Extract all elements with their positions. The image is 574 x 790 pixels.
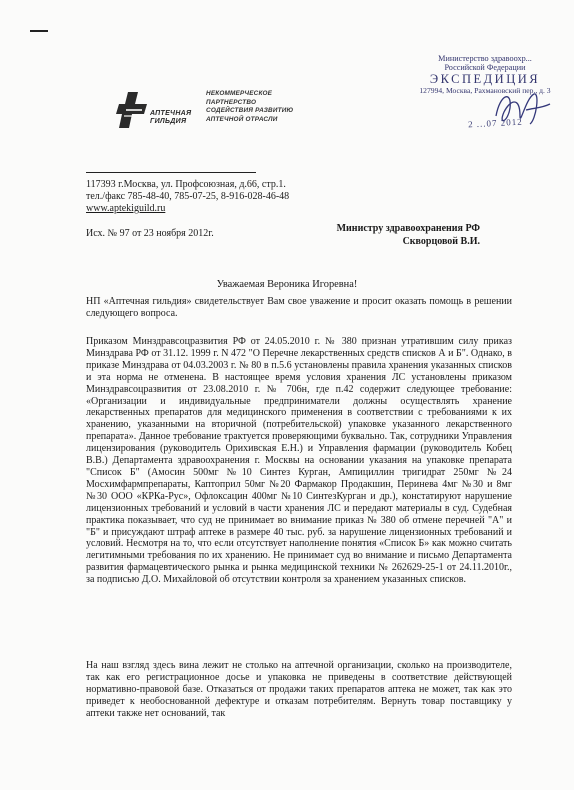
paragraph-main: Приказом Минздравсоцразвития РФ от 24.05.2010 г. № 380 признан утратившим силу приказ Минздрава РФ от 31.12. 1999 г. N 472 "О Перечне лекарственных средств списков А и Б". Однако, в приказе Минздрава от 04.03.2003 г. № 80 в п.5.6 установлены правила хранения указанных списков и эта норма не отменена. В настоящее время условия хранения ЛС установлены приказом Минздравсоцразвития от 23.08.2010 г. № 706н, где п.42 содержит следующее требование: «Организации и индивидуальные предприниматели должны осуществлять хранение лекарственных препаратов для медицинского применения в соответствии с требованиями к их хранению, указанными на вторичной (потребительской) упаковке указанного лекарственного препарата». Данное требование трактуется проверяющими буквально. Так, сотрудники Управления лицензирования (руководитель Орихивская Е.Н.) и Управления фармации (руководитель Кобец В.В.) Департамента здравоохранения г. Москвы на основании указания на упаковке препарата "Список Б" (Амосин 500мг №10 Синтез Курган, Ампициллин тригидрат 250мг №24 Мосхимфармпрепараты, Каптоприл 50мг №20 Фармакор Продакшин, Перинева 4мг №30 и 8мг №30 ООО «КРКа-Рус», Офлоксацин 400мг №10 СинтезКурган и др.), констатируют нарушение лицензионных требований и условий в части хранения ЛС и передают материалы в суд. Судебная практика показывает, что суд не принимает во внимание приказ № 380 об отмене перечней "А" и "Б" и присуждают штраф аптеке в размере 40 тыс. руб. за нарушение лицензионных требований и условий. Несмотря на то, что если отсутствует наполнение понятия «Список Б» как можно считать легитимными требования по их хранению. Не принимает суд во внимание и письмо Департамента развития фармацевтического рынка и рынка медицинской техники № 262629-25-1 от 24.11.2010г., за подписью Д.О. Михайловой об отсутствии контроля за хранением указанных списков. [86, 336, 512, 586]
recipient-name: Скворцовой В.И. [402, 236, 480, 247]
paragraph-opinion: На наш взгляд здесь вина лежит не столько на аптечной организации, сколько на производителе, так как его регистрационное досье и упаковка не приведены в соответствие действующей нормативно-правовой базе. Отказаться от продажи таких препаратов аптека не может, так как это приведет к необоснованной дефектуре и отказам потребителям. Вернуть товар поставщику у аптеки также нет оснований, так [86, 660, 512, 719]
stamp-line2: Российской Федерации [444, 63, 526, 72]
sender-address-block [86, 179, 289, 214]
logo-name-line1: АПТЕЧНАЯ [150, 110, 192, 117]
sender-address: 117393 г.Москва, ул. Профсоюзная, д.66, стр.1. [86, 179, 286, 190]
logo-name-line2: ГИЛЬДИЯ [150, 118, 187, 125]
salutation: Уважаемая Вероника Игоревна! [216, 279, 358, 290]
outgoing-number: Исх. № 97 от 23 ноября 2012г. [86, 228, 214, 239]
stamp-date: 2 ...07 2012 [467, 116, 523, 130]
recipient-block [337, 222, 480, 248]
top-mark [30, 30, 48, 32]
sender-website-link[interactable]: www.aptekiguild.ru [86, 202, 166, 214]
stamp-line1: Министерство здравоохр... [438, 54, 532, 63]
paragraph-intro: НП «Аптечная гильдия» свидетельствует Вам свое уважение и просит оказать помощь в решении следующего вопроса. [86, 296, 512, 319]
logo-description: НЕКОММЕРЧЕСКОЕ ПАРТНЕРСТВО СОДЕЙСТВИЯ РАЗВИТИЮ АПТЕЧНОЙ ОТРАСЛИ [206, 90, 294, 123]
aptechnaya-gildiya-logo-icon [114, 90, 150, 130]
header-divider [86, 172, 256, 173]
stamp-line4: 127994, Москва, Рахмановский пер., д. 3 [419, 86, 551, 95]
recipient-title: Министру здравоохранения РФ [336, 223, 480, 234]
logo-name [150, 110, 191, 126]
stamp-line3: ЭКСПЕДИЦИЯ [429, 72, 541, 86]
sender-phones: тел./факс 785-48-40, 785-07-25, 8-916-028-46-48 [86, 190, 290, 202]
